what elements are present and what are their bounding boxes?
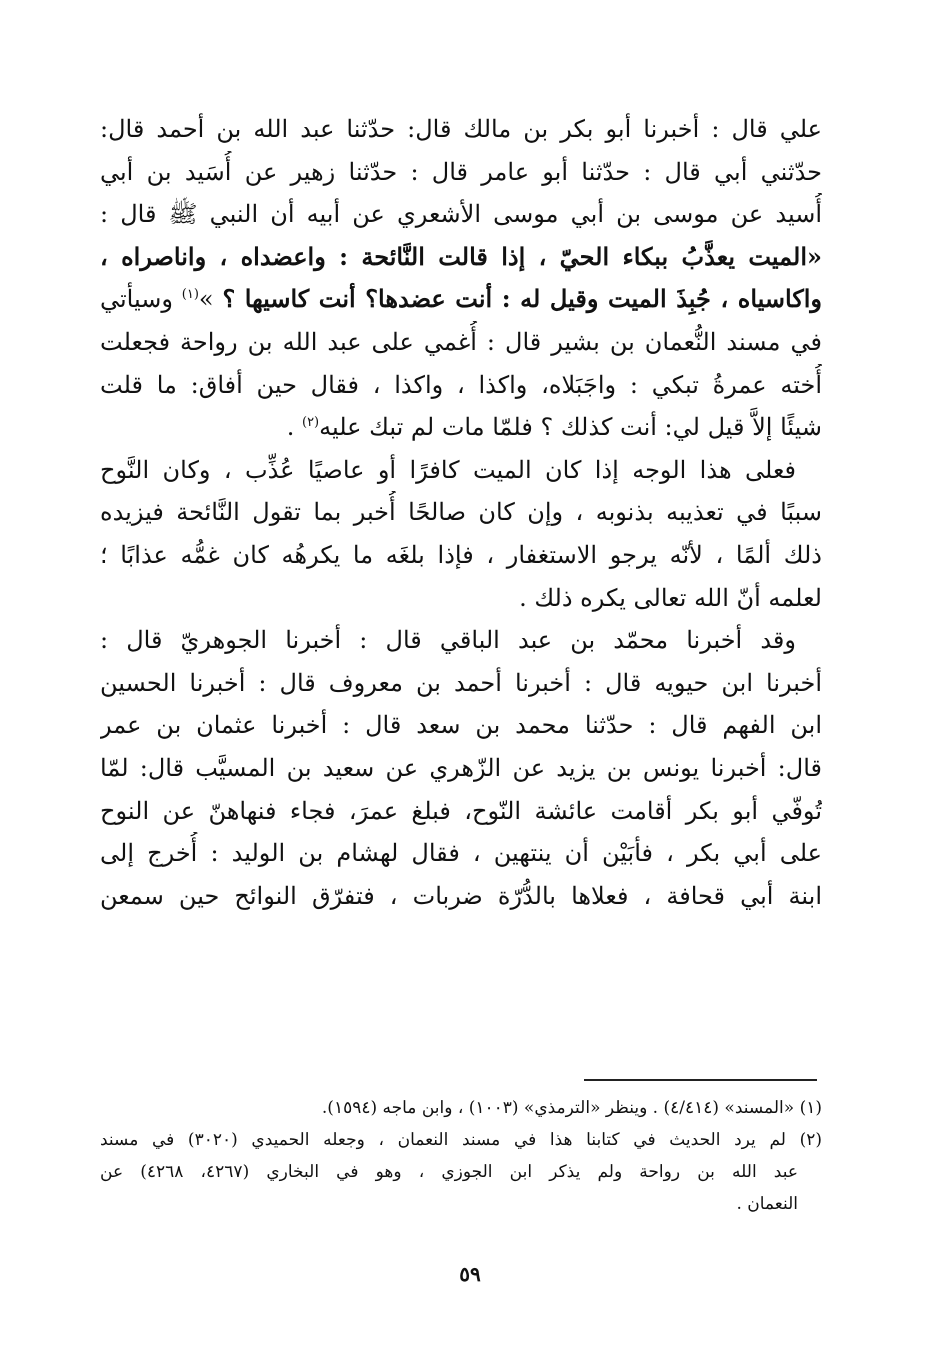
text-line: قال: أخبرنا يونس بن يزيد عن الزّهري عن سعيد بن المسيَّب قال: لمّا [100, 753, 822, 782]
text-line: ابن الفهم قال : حدّثنا محمد بن سعد قال : أخبرنا عثمان بن عمر [100, 711, 822, 740]
footnote-2-continued: عبد الله بن رواحة ولم يذكر ابن الجوزي ، وهو في البخاري (٤٢٦٧، ٤٢٦٨) عن [100, 1162, 799, 1182]
text-line: أُخته عمرةُ تبكي : واجَبَلاه، واكذا ، واكذا ، فقال حين أفاق: ما قلت [100, 370, 822, 399]
text-segment: شيئًا إلاَّ قيل لي: أنت كذلك ؟ فلمّا مات لم تبك عليه [319, 413, 822, 442]
footnote-ref-2: (٢) [301, 415, 320, 431]
text-line: ذلك ألمًا ، لأنّه يرجو الاستغفار ، فإذا بلغَه ما يكرهُه كان غمُّه عذابًا ؛ [100, 540, 822, 569]
text-segment: وسيأتي [100, 285, 173, 314]
text-line: سببًا في تعذيبه بذنوبه ، وإن كان صالحًا أُخبر بما تقول النَّائحة فيزيده [100, 498, 822, 527]
text-line: تُوفّي أبو بكر أقامت عائشة النّوح، فبلغ عمرَ، فجاء فنهاهنّ عن النوح [100, 796, 822, 825]
footnote-2: (٢) لم يرد الحديث في كتابنا هذا في مسند النعمان ، وجعله الحميدي (٣٠٢٠) في مسند [100, 1130, 822, 1150]
text-line: على أبي بكر ، فأبَيْن أن ينتهين ، فقال لهشام بن الوليد : أُخرج إلى [100, 839, 822, 868]
hadith-text-line: «الميت يعذَّبُ ببكاء الحيّ ، إذا قالت النَّائحة : واعضداه ، واناصراه ، [100, 241, 822, 271]
text-line: علي قال : أخبرنا أبو بكر بن مالك قال: حدّثنا عبد الله بن أحمد قال: [100, 115, 822, 143]
page-number: ٥٩ [459, 1262, 481, 1286]
text-segment: . [286, 413, 295, 442]
footnote-ref-1: (١) [181, 287, 199, 303]
text-line: أخبرنا ابن حيويه قال : أخبرنا أحمد بن معروف قال : أخبرنا الحسين [100, 668, 822, 697]
text-line: في مسند النُّعمان بن بشير قال : أُغمي على عبد الله بن رواحة فجعلت [100, 327, 822, 356]
hadith-text: واكاسياه ، جُبِذَ الميت وقيل له : أنت عضدها؟ أنت كاسيها ؟ [222, 284, 822, 314]
paragraph-start-line: فعلى هذا الوجه إذا كان الميت كافرًا أو عاصيًا عُذِّب ، وكان النَّوح [100, 455, 796, 484]
paragraph-start-line: وقد أخبرنا محمّد بن عبد الباقي قال : أخبرنا الجوهريّ قال : [100, 626, 796, 655]
footnotes [100, 1092, 822, 1220]
footnote-divider [584, 1079, 817, 1081]
text-line-with-reference [100, 406, 822, 449]
text-line-with-reference: واكاسياه ، جُبِذَ الميت وقيل له : أنت عضدها؟ أنت كاسيها ؟ »$^{(١)}$ وسيأتي [100, 284, 822, 314]
text-line: ابنة أبي قحافة ، فعلاها بالدُّرّة ضربات ، فتفرّق النوائح حين سمعن [100, 881, 822, 910]
main-text [100, 108, 822, 917]
footnote-2-end: النعمان . [736, 1194, 798, 1214]
text-line: أُسيد عن موسى بن أبي موسى الأشعري عن أبيه أن النبي ﷺ قال : [100, 200, 822, 229]
footnote-1: (١) «المسند» (٤/٤١٤) . وينظر «الترمذي» (١٠٠٣) ، وابن ماجه (١٥٩٤). [321, 1098, 822, 1118]
text-line: لعلمه أنّ الله تعالى يكره ذلك . [519, 583, 822, 612]
text-line: حدّثني أبي قال : حدّثنا أبو عامر قال : حدّثنا زهير عن أُسَيد بن أبي [100, 157, 822, 186]
